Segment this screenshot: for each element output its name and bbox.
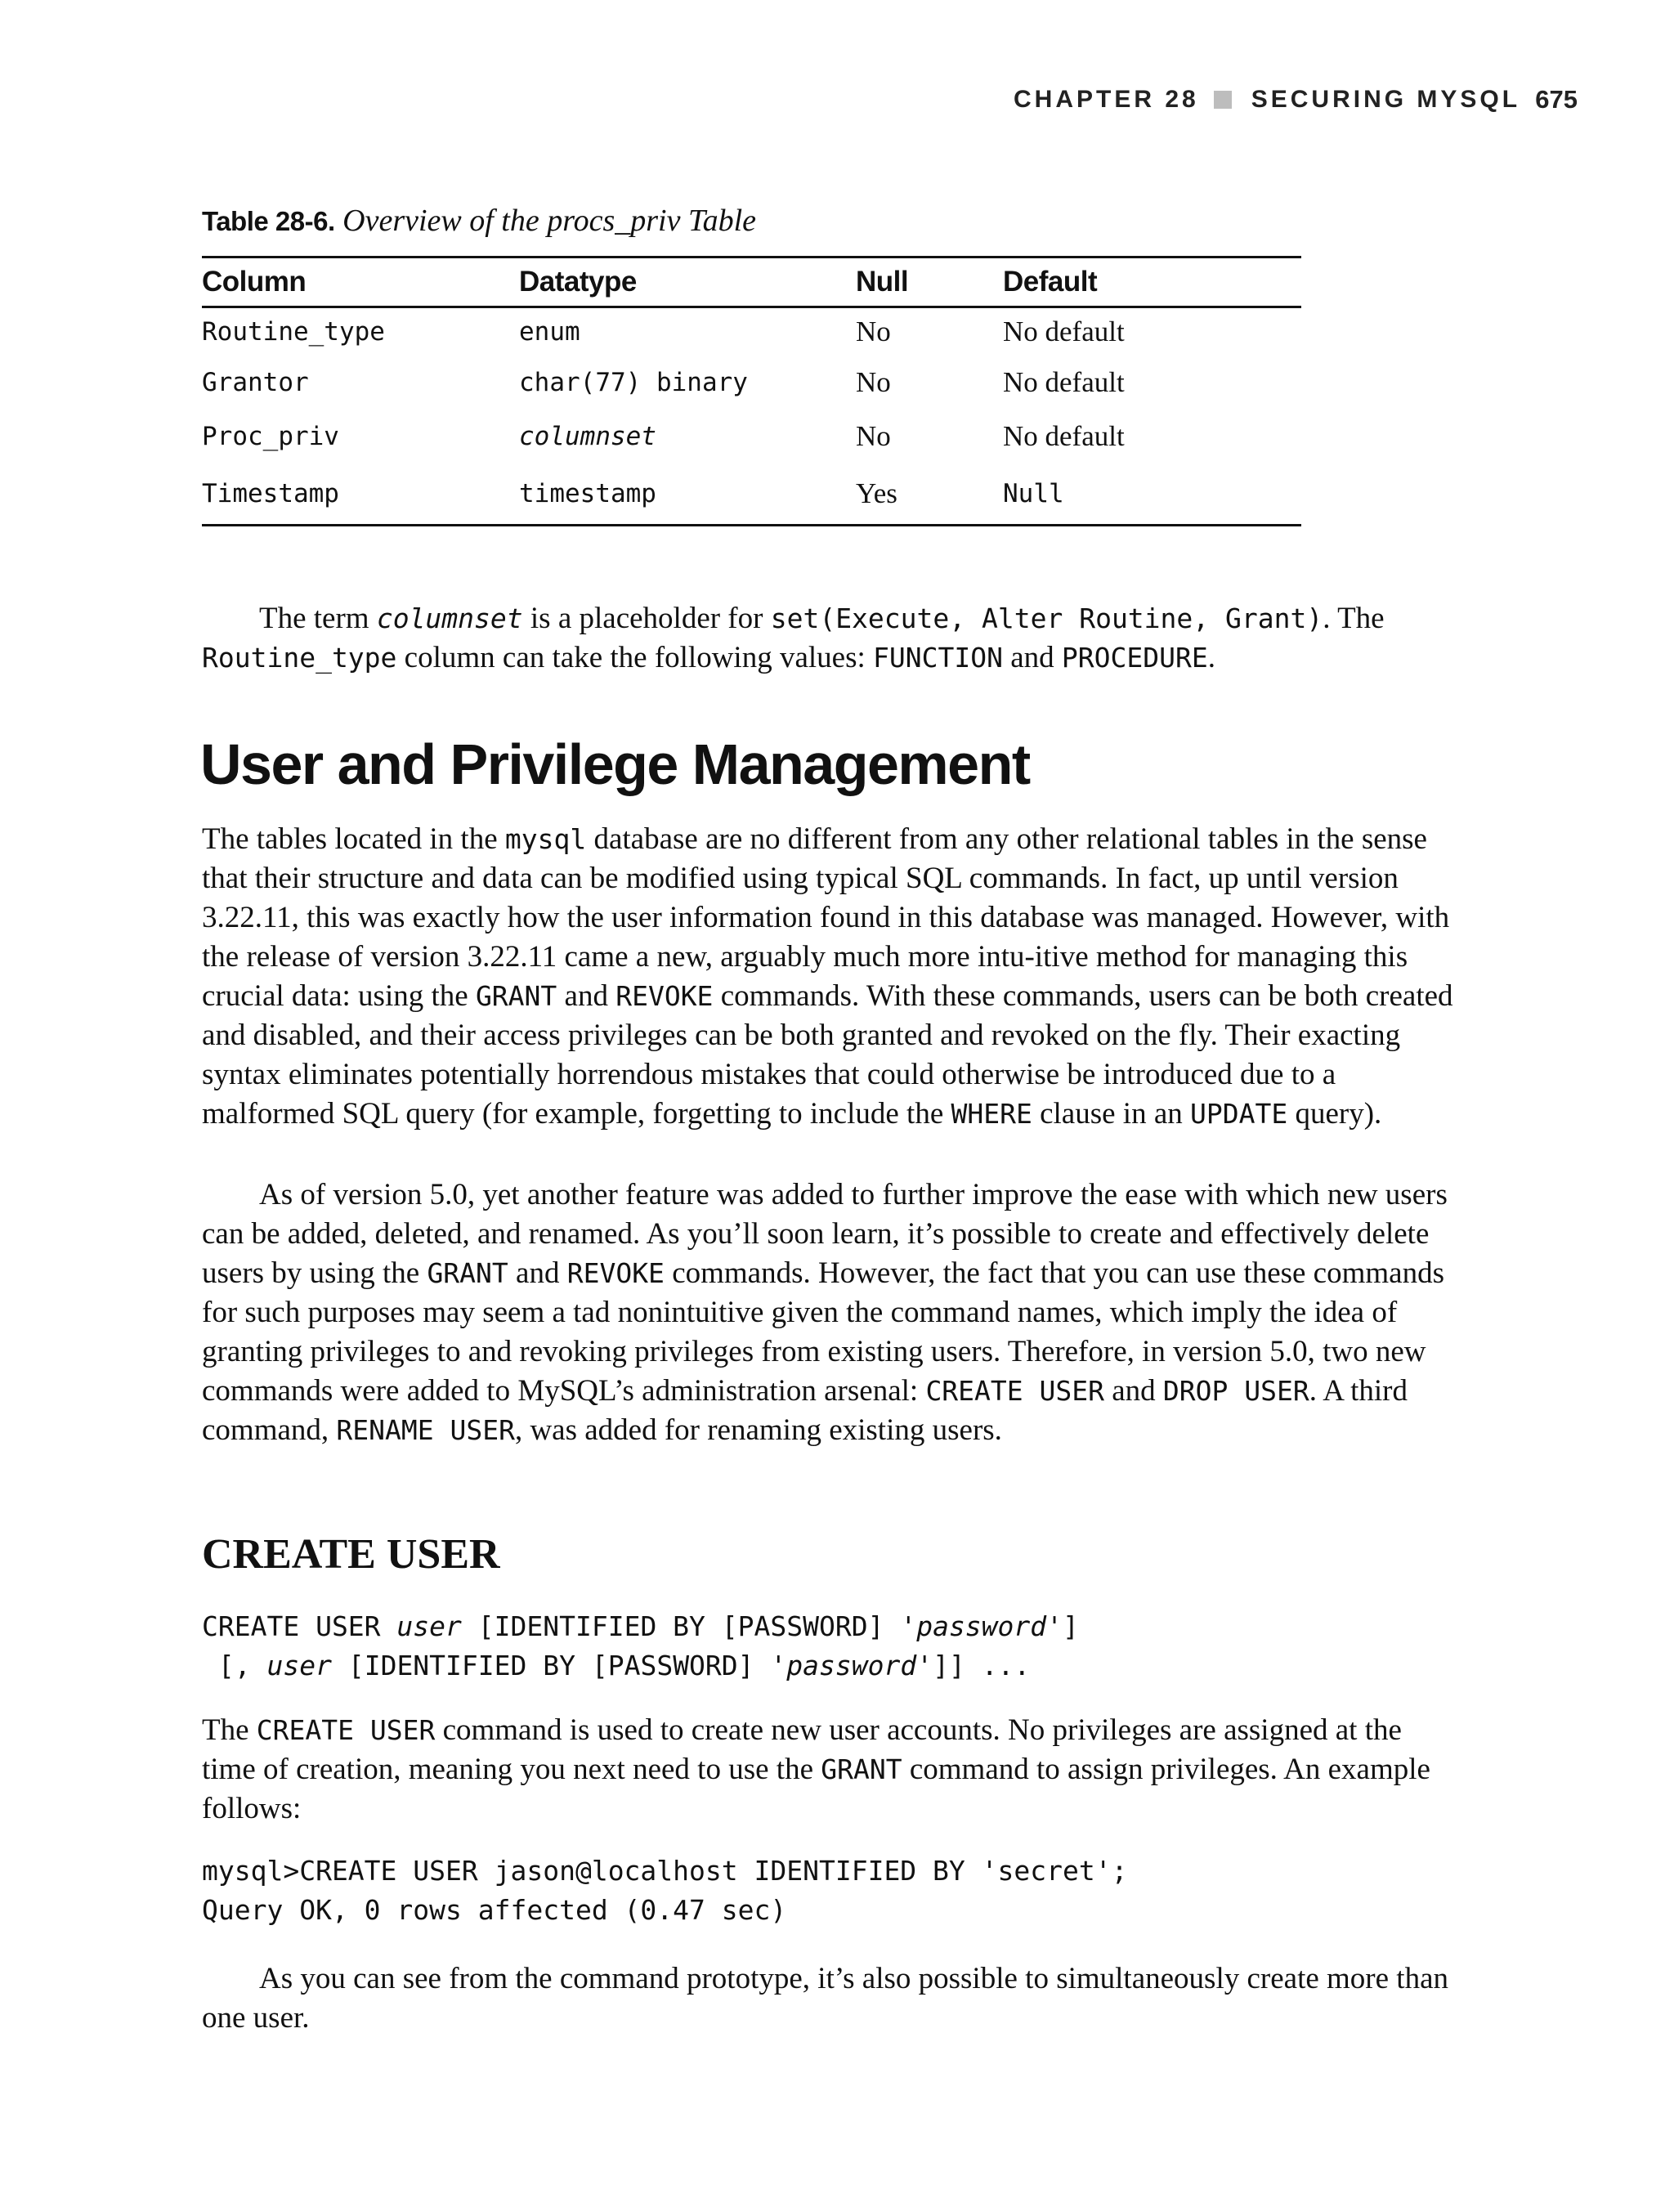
code-run: CREATE USER <box>202 1610 397 1642</box>
table-cell: enum <box>519 317 580 347</box>
code-run: password <box>786 1650 917 1681</box>
text-run: As of version 5.0, yet another feature was added to further improve the ease with which new users can be added, deleted, and renamed. As you’ll soon learn, it’s possible to create and effectively delete users by using the <box>202 1178 1448 1290</box>
table-row <box>202 463 1301 526</box>
table-row <box>202 307 1301 356</box>
table-cell: No <box>856 420 891 452</box>
code-run: PROCEDURE <box>1061 642 1208 674</box>
table-cell: Yes <box>856 477 897 509</box>
procs-priv-table <box>202 256 1301 526</box>
syntax-code-block <box>202 1607 1079 1686</box>
code-run: CREATE USER <box>256 1714 436 1746</box>
table-cell: No <box>856 316 891 347</box>
code-run: columnset <box>376 602 523 634</box>
code-run: GRANT <box>427 1257 508 1289</box>
table-cell: columnset <box>519 422 656 451</box>
text-run: clause in an <box>1032 1097 1191 1131</box>
table-label: Table 28-6. <box>202 206 335 236</box>
column-header: Column <box>202 266 307 298</box>
code-run: DROP USER <box>1162 1375 1309 1407</box>
code-run: CREATE USER <box>925 1375 1104 1407</box>
table-cell: char(77) binary <box>519 368 748 397</box>
running-section-title: SECURING MYSQL <box>1251 86 1521 113</box>
table-cell: No default <box>1003 366 1125 398</box>
text-run: . <box>1207 641 1215 674</box>
intro-paragraph <box>202 820 1461 1134</box>
table-cell: Grantor <box>202 368 309 397</box>
table-cell: No <box>856 366 891 398</box>
columnset-paragraph <box>202 599 1461 678</box>
code-run: '] <box>1046 1610 1079 1642</box>
table-cell: Proc_priv <box>202 422 339 451</box>
separator-square-icon <box>1214 91 1232 109</box>
chapter-label: CHAPTER 28 <box>1014 86 1199 113</box>
text-run: . The <box>1323 602 1385 635</box>
subsection-heading: CREATE USER <box>202 1531 500 1578</box>
table-cell: Routine_type <box>202 317 385 347</box>
code-run: REVOKE <box>566 1257 665 1289</box>
table-header-row <box>202 257 1301 307</box>
running-header <box>1014 82 1578 118</box>
version-paragraph <box>202 1175 1461 1450</box>
example-code-block <box>202 1852 1127 1930</box>
text-run: commands. With these commands, users can be both created and disabled, and their access privileges can be both granted and revoked on the fly. Their exacting syntax eliminates potentially horrendous mistakes that could otherwise be introduced due to a malformed SQL query (for example, forgetting to include the <box>202 979 1453 1131</box>
code-run: REVOKE <box>615 980 714 1012</box>
text-run: query). <box>1287 1097 1382 1131</box>
closing-paragraph: As you can see from the command prototype, it’s also possible to simultaneously create more than one user. <box>202 1962 1448 2035</box>
text-run: and <box>557 979 616 1013</box>
code-run: GRANT <box>821 1753 902 1785</box>
code-line: Query OK, 0 rows affected (0.47 sec) <box>202 1894 787 1926</box>
table-row <box>202 356 1301 410</box>
text-run: . A third command, <box>202 1374 1408 1447</box>
code-run: GRANT <box>475 980 557 1012</box>
code-run: Routine_type <box>202 642 397 674</box>
text-run: and <box>1103 1374 1163 1408</box>
table-caption <box>202 203 756 239</box>
table-row <box>202 410 1301 463</box>
table-cell: No default <box>1003 420 1125 452</box>
page-number: 675 <box>1535 85 1578 114</box>
text-run: is a placeholder for <box>522 602 771 635</box>
code-run: [, <box>202 1650 267 1681</box>
code-run: WHERE <box>951 1098 1032 1130</box>
column-header: Null <box>856 266 909 298</box>
text-run: database are no different from any other relational tables in the sense that their structure and data can be modified using typical SQL commands. In fact, up until version 3.22.11, this was exactly how the user information found in this database was managed. However, with the release of version 3.22.11 came a new, arguably much more intu-itive method for managing this crucial data: using the <box>202 822 1450 1013</box>
code-run: UPDATE <box>1190 1098 1288 1130</box>
code-run: FUNCTION <box>873 642 1003 674</box>
text-run: command is used to create new user accounts. No privileges are assigned at the time of creation, meaning you next need to use the <box>202 1713 1402 1786</box>
section-heading: User and Privilege Management <box>200 732 1030 796</box>
code-line: mysql>CREATE USER jason@localhost IDENTIFIED BY 'secret'; <box>202 1855 1128 1887</box>
code-run: RENAME USER <box>336 1414 515 1446</box>
text-run: column can take the following values: <box>396 641 874 674</box>
code-run: [IDENTIFIED BY [PASSWORD] ' <box>461 1610 917 1642</box>
text-run: The <box>202 1713 257 1747</box>
text-run: and <box>1002 641 1062 674</box>
code-run: set(Execute, Alter Routine, Grant) <box>770 602 1323 634</box>
column-header: Datatype <box>519 266 637 298</box>
table-cell: Null <box>1003 479 1064 508</box>
text-run: The term <box>259 602 377 635</box>
table-cell: timestamp <box>519 479 656 508</box>
code-run: user <box>266 1650 332 1681</box>
text-run: and <box>508 1256 567 1290</box>
code-run: password <box>916 1610 1047 1642</box>
text-run: The tables located in the <box>202 822 505 856</box>
create-user-paragraph <box>202 1711 1461 1829</box>
code-run: [IDENTIFIED BY [PASSWORD] ' <box>331 1650 787 1681</box>
code-run: mysql <box>504 823 587 855</box>
text-run: command to assign privileges. An example follows: <box>202 1753 1430 1825</box>
code-run: ']] ... <box>916 1650 1031 1681</box>
table-title: Overview of the procs_priv Table <box>342 204 757 238</box>
text-run: commands. However, the fact that you can use these commands for such purposes may seem a tad nonintuitive given the command names, which imply the idea of granting privileges to and revoking privileges from existing users. Therefore, in version 5.0, two new commands were added to MySQL’s administration arsenal: <box>202 1256 1444 1408</box>
table-cell: No default <box>1003 316 1125 347</box>
table-cell: Timestamp <box>202 479 339 508</box>
code-run: user <box>396 1610 462 1642</box>
column-header: Default <box>1003 266 1098 298</box>
text-run: , was added for renaming existing users. <box>514 1413 1002 1447</box>
